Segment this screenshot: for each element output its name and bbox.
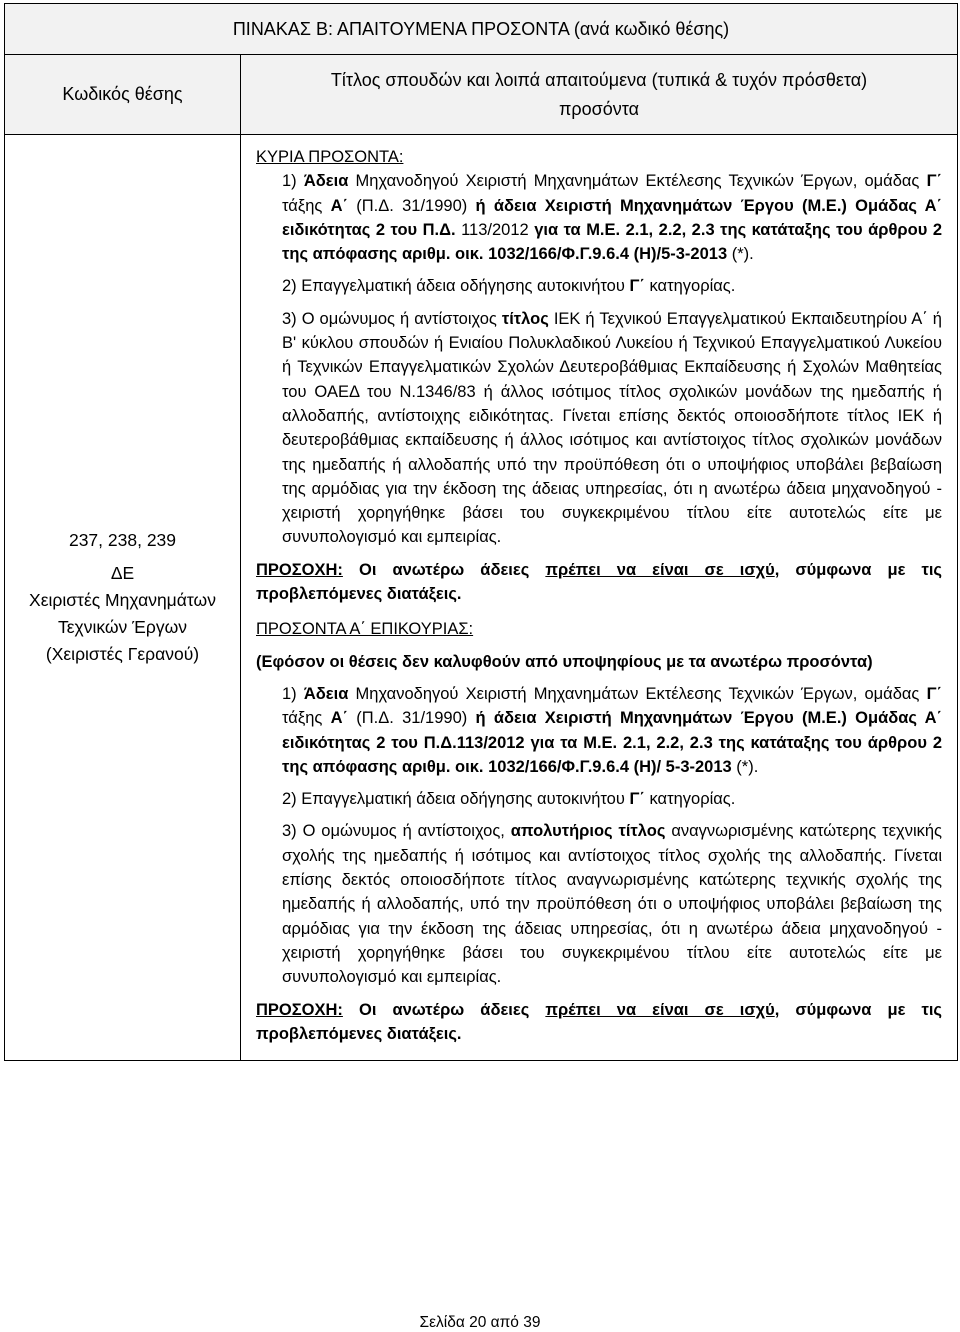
- position-name-2: Τεχνικών Έργων: [57, 617, 188, 638]
- aux-quals-heading: ΠΡΟΣΟΝΤΑ Α΄ ΕΠΙΚΟΥΡΙΑΣ:: [256, 620, 474, 639]
- page-number: Σελίδα 20 από 39: [419, 1314, 541, 1331]
- main-qual-2: 2) Επαγγελματική άδεια οδήγησης αυτοκινήτου Γ΄ κατηγορίας.: [282, 277, 736, 296]
- aux-quals-note: ΠΡΟΣΟΧΗ: Οι ανωτέρω άδειες πρέπει να είναι σε ισχύ, σύμφωνα με τις προβλεπόμενες διατάξεις.: [256, 1000, 943, 1043]
- qualifications-cell: [241, 135, 958, 1061]
- position-name-3: (Χειριστές Γερανού): [45, 644, 200, 665]
- main-qual-1: 1) Άδεια Μηχανοδηγού Χειριστή Μηχανημάτων Εκτέλεσης Τεχνικών Έργων, ομάδας Γ΄ τάξης Α΄ (Π.Δ. 31/1990) ή άδεια Χειριστή Μηχανημάτων Έργου (Μ.Ε.) Ομάδας Α΄ ειδικότητας 2 του Π.Δ. 113/2012 για τα Μ.Ε. 2.1, 2.2, 2.3 της κατάταξης του άρθρου 2 της απόφασης αριθμ. οικ. 1032/166/Φ.Γ.9.6.4 (Η)/5-3-2013 (*).: [282, 172, 943, 264]
- aux-qual-1: 1) Άδεια Μηχανοδηγού Χειριστή Μηχανημάτων Εκτέλεσης Τεχνικών Έργων, ομάδας Γ΄ τάξης Α΄ (Π.Δ. 31/1990) ή άδεια Χειριστή Μηχανημάτων Έργου (Μ.Ε.) Ομάδας Α΄ ειδικότητας 2 του Π.Δ.113/2012 για τα Μ.Ε. 2.1, 2.2, 2.3 της κατάταξης του άρθρου 2 της απόφασης αριθμ. οικ. 1032/166/Φ.Γ.9.6.4 (Η)/ 5-3-2013 (*).: [282, 684, 942, 776]
- position-category: ΔΕ: [110, 563, 135, 584]
- table-title-text: ΠΙΝΑΚΑΣ Β: ΑΠΑΙΤΟΥΜΕΝΑ ΠΡΟΣΟΝΤΑ (ανά κωδικό θέσης): [232, 18, 730, 39]
- table-title: [5, 4, 958, 55]
- aux-qual-3: 3) Ο ομώνυμος ή αντίστοιχος, απολυτήριος τίτλος αναγνωρισμένης κατώτερης τεχνικής σχολής της ημεδαπής ή ισότιμος και αντίστοιχος τίτλος σχολής της αλλοδαπής. Γίνεται επίσης δεκτός οποιοσδήποτε τίτλος αναγνωρισμένης κατώτερης τεχνικής σχολής της ημεδαπής ή αλλοδαπής, υπό την προϋπόθεση ότι ο υποψήφιος υποβάλει βεβαίωση της αρμόδιας για την έκδοση της άδειας υπηρεσίας, ότι η ανωτέρω άδεια μηχανοδηγού - χειριστή χορηγήθηκε βάσει του συγκεκριμένου τίτλου είτε αυτοτελώς είτε με συνυπολογισμό και εμπειρίας.: [282, 822, 942, 987]
- column-header-qualifications: Τίτλος σπουδών και λοιπά απαιτούμενα (τυπικά & τυχόν πρόσθετα) προσόντα: [241, 55, 958, 135]
- main-quals-heading: ΚΥΡΙΑ ΠΡΟΣΟΝΤΑ:: [256, 148, 404, 166]
- requirements-table: [4, 3, 958, 1061]
- aux-qual-2: 2) Επαγγελματική άδεια οδήγησης αυτοκινήτου Γ΄ κατηγορίας.: [282, 790, 736, 809]
- position-name-1: Χειριστές Μηχανημάτων: [29, 590, 216, 611]
- main-qual-3: 3) Ο ομώνυμος ή αντίστοιχος τίτλος ΙΕΚ ή Τεχνικού Επαγγελματικού Εκπαιδευτηρίου Α΄ ή Β' κύκλου σπουδών ή Ενιαίου Πολυκλαδικού Λυκείου ή Τεχνικού Επαγγελματικού Λυκείου ή Τεχνικών Επαγγελματικών Σχολών Δευτεροβάθμιας Εκπαίδευσης ή Σχολών Μαθητείας του ΟΑΕΔ του Ν.1346/83 ή άλλος ισότιμος τίτλος σχολικών μονάδων της ημεδαπής ή αλλοδαπής, αντίστοιχης ειδικότητας. Γίνεται επίσης δεκτός οποιοσδήποτε τίτλος ΙΕΚ ή δευτεροβάθμιας εκπαίδευσης ή άλλος ισότιμος και αντίστοιχος τίτλος σχολικών μονάδων της ημεδαπής ή αλλοδαπής υπό την προϋπόθεση ότι ο υποψήφιος υποβάλει βεβαίωση της αρμόδιας για την έκδοση της άδειας υπηρεσίας, ότι η ανωτέρω άδεια μηχανοδηγού - χειριστή χορηγήθηκε βάσει του συγκεκριμένου τίτλου είτε αυτοτελώς είτε με συνυπολογισμό και εμπειρίας.: [282, 309, 942, 547]
- position-codes: 237, 238, 239: [68, 530, 177, 551]
- column-header-code: Κωδικός θέσης: [5, 55, 241, 135]
- position-cell: [5, 135, 241, 1061]
- main-quals-note: ΠΡΟΣΟΧΗ: Οι ανωτέρω άδειες πρέπει να είναι σε ισχύ, σύμφωνα με τις προβλεπόμενες διατάξεις.: [256, 560, 943, 604]
- aux-quals-subheading: (Εφόσον οι θέσεις δεν καλυφθούν από υποψηφίους με τα ανωτέρω προσόντα): [256, 652, 873, 671]
